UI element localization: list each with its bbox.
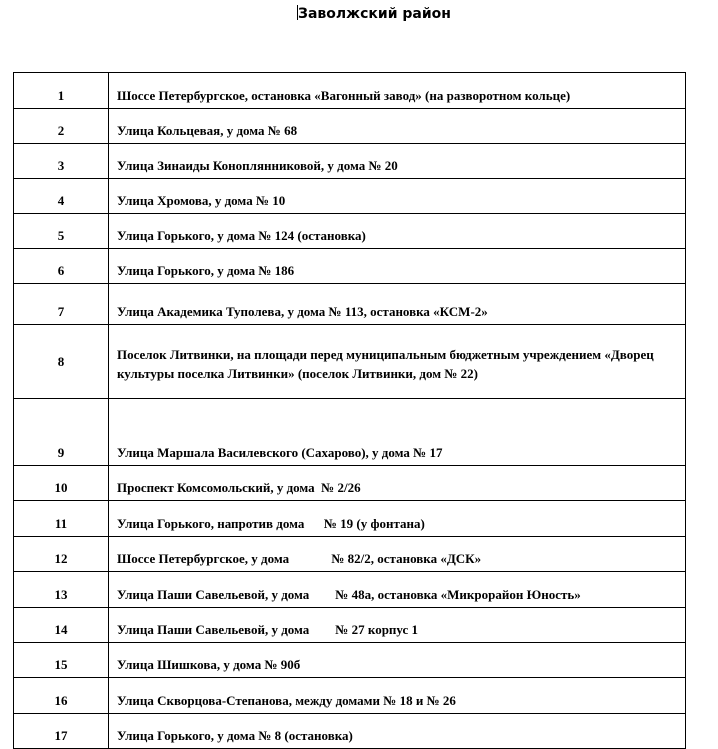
row-address: Улица Маршала Василевского (Сахарово), у дома № 17	[109, 399, 686, 466]
table-row	[14, 537, 686, 572]
row-address: Улица Скворцова-Степанова, между домами № 18 и № 26	[109, 678, 686, 714]
row-address: Улица Хромова, у дома № 10	[109, 179, 686, 214]
row-number: 3	[14, 144, 109, 179]
row-address: Улица Горького, у дома № 8 (остановка)	[109, 714, 686, 749]
table-row	[14, 714, 686, 749]
row-number: 5	[14, 214, 109, 249]
document-title	[0, 5, 718, 23]
row-address: Поселок Литвинки, на площади перед муниципальным бюджетным учреждением «Дворец культуры поселка Литвинки» (поселок Литвинки, дом № 22)	[109, 325, 686, 399]
table-row	[14, 249, 686, 284]
row-address: Улица Кольцевая, у дома № 68	[109, 109, 686, 144]
row-number: 10	[14, 466, 109, 501]
table-row	[14, 572, 686, 608]
row-address: Шоссе Петербургское, у дома № 82/2, остановка «ДСК»	[109, 537, 686, 572]
row-number: 17	[14, 714, 109, 749]
row-number: 7	[14, 284, 109, 325]
row-address: Улица Зинаиды Коноплянниковой, у дома № 20	[109, 144, 686, 179]
row-number: 16	[14, 678, 109, 714]
table-row	[14, 73, 686, 109]
row-number: 11	[14, 501, 109, 537]
document-title-text: Заволжский район	[298, 6, 451, 22]
row-number: 8	[14, 325, 109, 399]
row-number: 13	[14, 572, 109, 608]
row-number: 9	[14, 399, 109, 466]
table-row	[14, 501, 686, 537]
row-number: 14	[14, 608, 109, 643]
table-row	[14, 678, 686, 714]
row-number: 15	[14, 643, 109, 678]
table-row	[14, 643, 686, 678]
row-address: Улица Горького, напротив дома № 19 (у фонтана)	[109, 501, 686, 537]
row-address: Улица Горького, у дома № 186	[109, 249, 686, 284]
table-row	[14, 608, 686, 643]
row-address: Улица Шишкова, у дома № 90б	[109, 643, 686, 678]
row-address: Шоссе Петербургское, остановка «Вагонный завод» (на разворотном кольце)	[109, 73, 686, 109]
table-row	[14, 144, 686, 179]
table-row	[14, 284, 686, 325]
row-address: Проспект Комсомольский, у дома № 2/26	[109, 466, 686, 501]
row-address: Улица Горького, у дома № 124 (остановка)	[109, 214, 686, 249]
table-row	[14, 399, 686, 466]
table-row	[14, 109, 686, 144]
table-row	[14, 466, 686, 501]
row-number: 2	[14, 109, 109, 144]
table-row	[14, 214, 686, 249]
row-number: 1	[14, 73, 109, 109]
row-number: 12	[14, 537, 109, 572]
row-number: 6	[14, 249, 109, 284]
table-row	[14, 325, 686, 399]
address-table	[13, 72, 686, 749]
row-address: Улица Академика Туполева, у дома № 113, остановка «КСМ-2»	[109, 284, 686, 325]
row-number: 4	[14, 179, 109, 214]
row-address: Улица Паши Савельевой, у дома № 27 корпус 1	[109, 608, 686, 643]
table-row	[14, 179, 686, 214]
row-address: Улица Паши Савельевой, у дома № 48а, остановка «Микрорайон Юность»	[109, 572, 686, 608]
